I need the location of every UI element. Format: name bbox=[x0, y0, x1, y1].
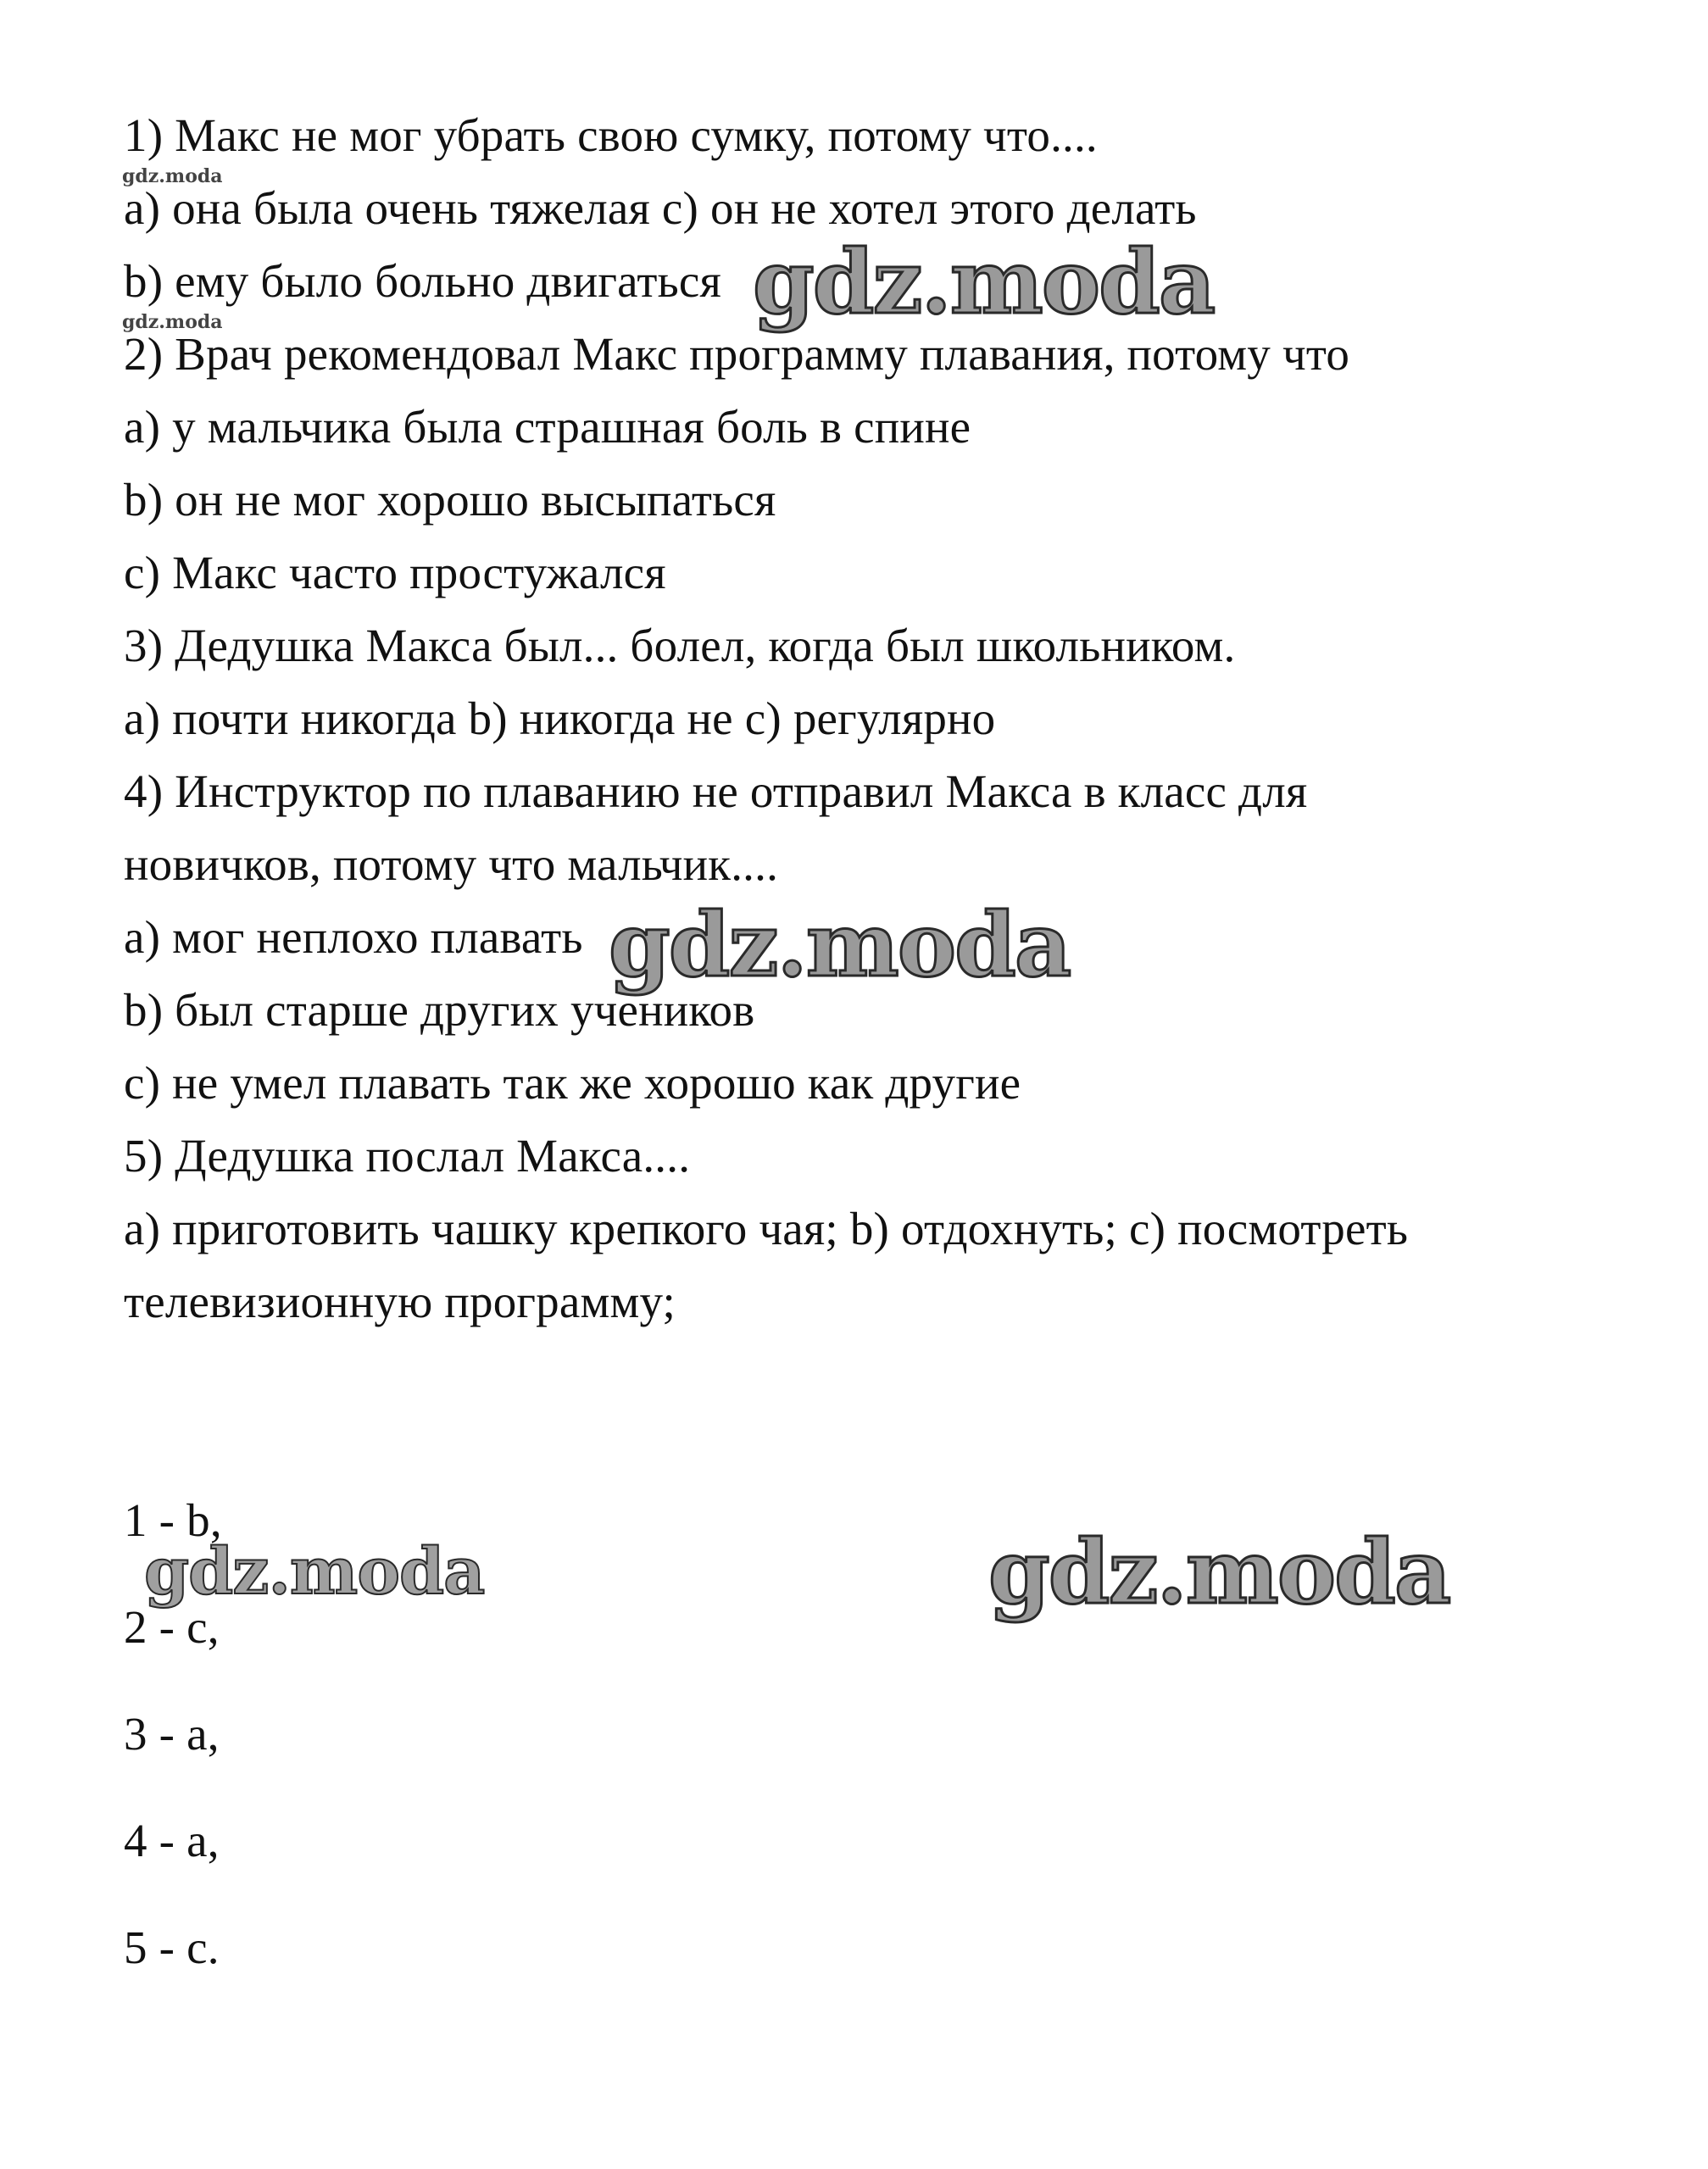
question-3-text: 3) Дедушка Макса был... болел, когда был школьником. bbox=[124, 620, 1236, 671]
watermark-logo: gdz.moda bbox=[988, 1520, 1450, 1624]
question-5-options-cont: телевизионную программу; bbox=[124, 1276, 676, 1327]
answer-5: 5 - c. bbox=[124, 1922, 220, 1973]
question-4-option-c: с) не умел плавать так же хорошо как другие bbox=[124, 1057, 1021, 1109]
answer-3: 3 - a, bbox=[124, 1708, 220, 1760]
question-2-option-c: с) Макс часто простужался bbox=[124, 547, 666, 598]
question-4-text: 4) Инструктор по плаванию не отправил Макса в класс для bbox=[124, 765, 1308, 817]
question-2-option-b: b) он не мог хорошо высыпаться bbox=[124, 474, 776, 526]
answer-2: 2 - c, bbox=[124, 1601, 220, 1653]
question-5-text: 5) Дедушка послал Макса.... bbox=[124, 1130, 691, 1182]
question-4-text-cont: новичков, потому что мальчик.... bbox=[124, 838, 779, 890]
watermark-logo: gdz.moda bbox=[144, 1533, 485, 1609]
question-4-option-a: а) мог неплохо плавать bbox=[124, 911, 583, 963]
question-1-option-b: b) ему было больно двигаться bbox=[124, 255, 721, 307]
watermark-small: gdz.moda bbox=[122, 165, 223, 187]
question-2-text: 2) Врач рекомендовал Макс программу плавания, потому что bbox=[124, 328, 1350, 380]
question-2-option-a: а) у мальчика была страшная боль в спине bbox=[124, 401, 971, 453]
question-1-text: 1) Макс не мог убрать свою сумку, потому что.... bbox=[124, 109, 1098, 161]
question-1-options-ac: а) она была очень тяжелая с) он не хотел этого делать bbox=[124, 182, 1197, 234]
watermark-logo: gdz.moda bbox=[753, 230, 1215, 334]
question-3-options: а) почти никогда b) никогда не с) регулярно bbox=[124, 692, 996, 744]
watermark-logo: gdz.moda bbox=[609, 893, 1071, 997]
question-4-option-b: b) был старше других учеников bbox=[124, 984, 755, 1036]
watermark-small: gdz.moda bbox=[122, 311, 223, 333]
answer-1: 1 - b, bbox=[124, 1494, 222, 1546]
answer-4: 4 - a, bbox=[124, 1815, 220, 1866]
question-5-options: а) приготовить чашку крепкого чая; b) отдохнуть; с) посмотреть bbox=[124, 1203, 1409, 1254]
